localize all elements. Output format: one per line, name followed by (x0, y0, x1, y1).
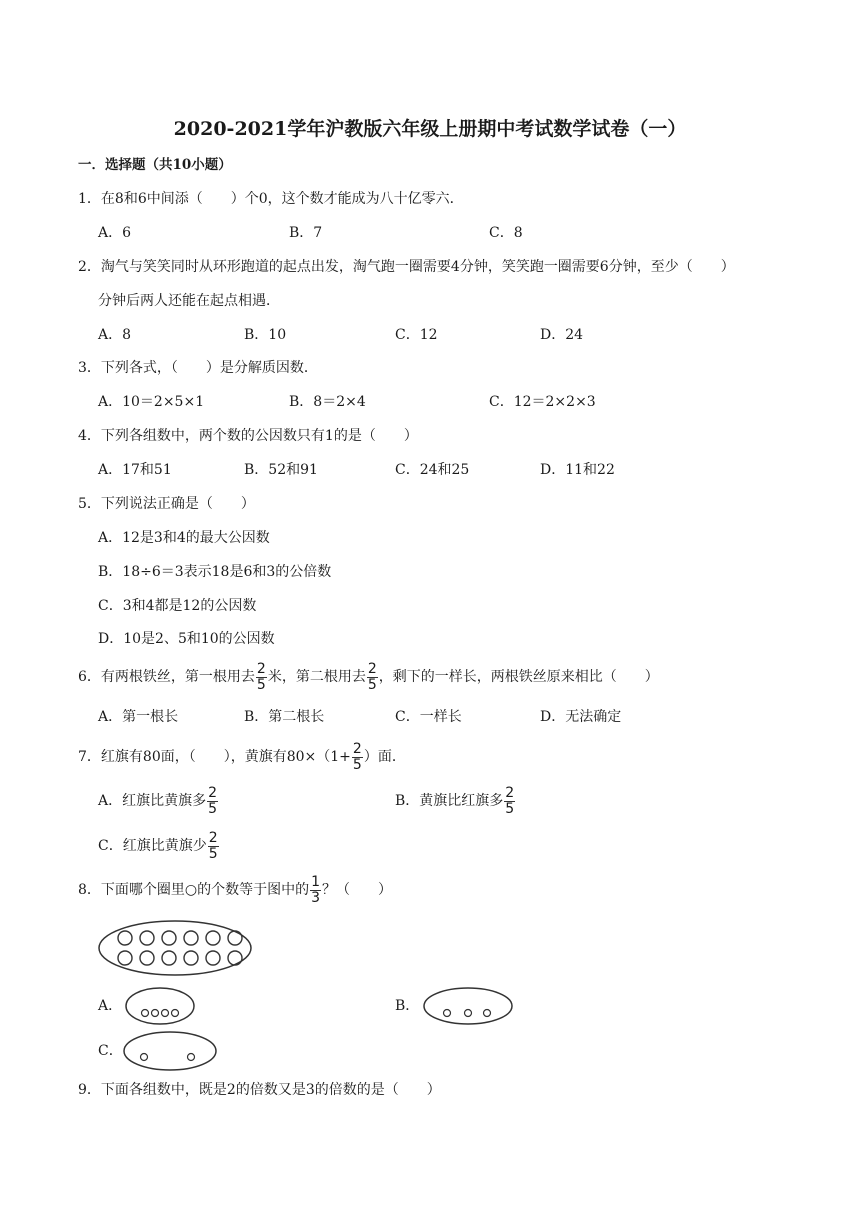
question-1-stem: 1．在8和6中间添（ ）个0，这个数才能成为八十亿零六． (78, 191, 464, 207)
question-2-option-a: A．8 (98, 327, 132, 343)
question-8-stem: 8．下面哪个圈里○的个数等于图中的 $\frac{1}{3}$ ？（ ） (78, 873, 393, 906)
question-2-stem-line-2: 分钟后两人还能在起点相遇． (98, 293, 280, 309)
question-5-option-c: C．3和4都是12的公因数 (98, 598, 257, 614)
fraction-two-fifths: $\frac{2}{5}$ (208, 829, 218, 862)
question-7-option-b: B．黄旗比红旗多 $\frac{2}{5}$ (395, 784, 515, 817)
fraction-two-fifths: $\frac{2}{5}$ (208, 784, 218, 817)
fraction-two-fifths: $\frac{2}{5}$ (352, 740, 362, 773)
question-9-stem: 9．下面各组数中，既是2的倍数又是3的倍数的是（ ） (78, 1082, 441, 1098)
figure-twelve-circles (98, 918, 258, 978)
question-3-option-a: A．10＝2×5×1 (98, 394, 205, 410)
question-4-option-b: B．52和91 (244, 462, 318, 478)
fraction-two-fifths: $\frac{2}{5}$ (367, 660, 377, 693)
question-1-option-b: B．7 (289, 225, 323, 241)
question-6-option-b: B．第二根长 (244, 709, 325, 725)
question-5-option-b: B．18÷6＝3表示18是6和3的公倍数 (98, 564, 332, 580)
question-4-option-d: D．11和22 (540, 462, 615, 478)
question-6-option-a: A．第一根长 (98, 709, 179, 725)
question-8-option-b: B． (395, 998, 420, 1014)
question-8-option-c: C． (98, 1043, 123, 1059)
fraction-two-fifths: $\frac{2}{5}$ (505, 784, 515, 817)
question-6-stem: 6．有两根铁丝，第一根用去 $\frac{2}{5}$ 米，第二根用去 $\frac{2}{5}$ ，剩下的一样长，两根铁丝原来相比（ ） (78, 660, 659, 693)
question-7-option-c: C．红旗比黄旗少 $\frac{2}{5}$ (98, 829, 218, 862)
question-4-option-c: C．24和25 (395, 462, 470, 478)
question-7-option-a: A．红旗比黄旗多 $\frac{2}{5}$ (98, 784, 218, 817)
question-5-option-d: D．10是2、5和10的公因数 (98, 631, 275, 647)
question-1-option-a: A．6 (98, 225, 132, 241)
question-7-stem: 7．红旗有80面，（ ），黄旗有80×（1+ $\frac{2}{5}$ ）面． (78, 740, 406, 773)
question-1-option-c: C．8 (489, 225, 523, 241)
question-2-option-d: D．24 (540, 327, 584, 343)
question-6-option-d: D．无法确定 (540, 709, 622, 725)
fraction-one-third: $\frac{1}{3}$ (311, 873, 321, 906)
option-c-two-circles (122, 1030, 218, 1072)
question-8-option-a: A． (98, 998, 123, 1014)
question-2-option-c: C．12 (395, 327, 438, 343)
question-4-option-a: A．17和51 (98, 462, 172, 478)
question-2-option-b: B．10 (244, 327, 287, 343)
question-3-option-c: C．12＝2×2×3 (489, 394, 596, 410)
question-6-option-c: C．一样长 (395, 709, 462, 725)
question-2-stem: 2．淘气与笑笑同时从环形跑道的起点出发，淘气跑一圈需要4分钟，笑笑跑一圈需要6分钟，至少（ ） (78, 259, 735, 275)
option-a-four-circles (124, 986, 196, 1026)
question-4-stem: 4．下列各组数中，两个数的公因数只有1的是（ ） (78, 428, 418, 444)
fraction-two-fifths: $\frac{2}{5}$ (256, 660, 266, 693)
question-5-stem: 5．下列说法正确是（ ） (78, 496, 255, 512)
option-b-three-circles (422, 986, 514, 1026)
page-title: 2020-2021学年沪教版六年级上册期中考试数学试卷（一） (173, 118, 687, 140)
question-3-option-b: B．8＝2×4 (289, 394, 366, 410)
question-5-option-a: A．12是3和4的最大公因数 (98, 530, 270, 546)
section-heading: 一．选择题（共10小题） (78, 157, 232, 173)
question-3-stem: 3．下列各式，（ ）是分解质因数． (78, 360, 318, 376)
